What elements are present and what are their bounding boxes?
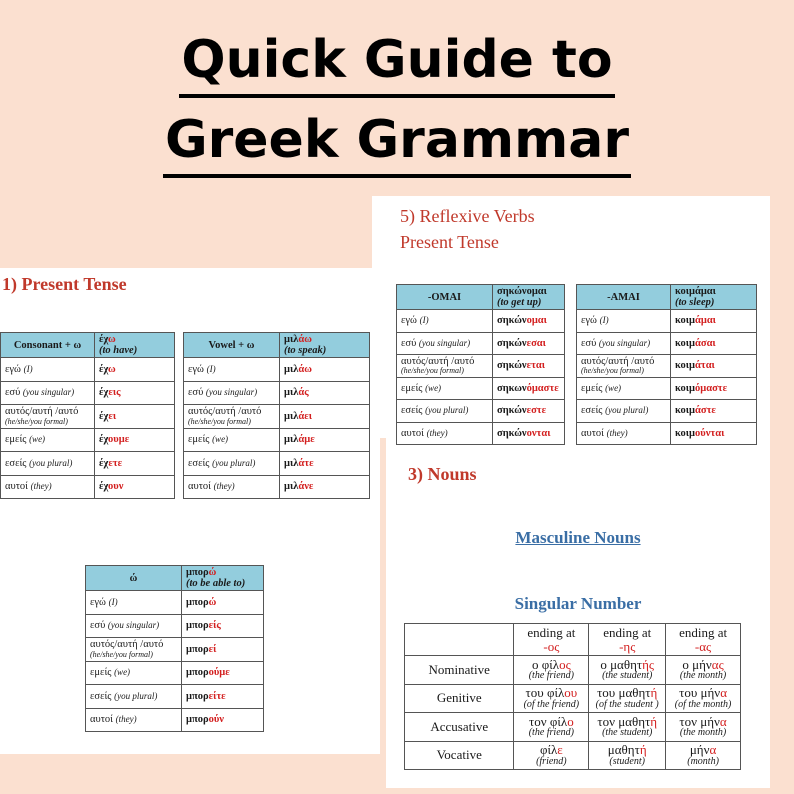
pronoun-cell: αυτοί (they) [397, 422, 493, 445]
pronoun-cell: αυτός/αυτή /αυτό (he/she/you formal) [397, 355, 493, 378]
table-row [405, 741, 741, 770]
pronoun-cell: εσείς (you plural) [86, 685, 182, 709]
conjugation-cell: μιλάω [280, 358, 370, 382]
table-row [405, 713, 741, 742]
conjugation-cell: κοιμάται [671, 355, 757, 378]
reflexive-omai-table [396, 284, 565, 445]
verb-header: σηκώνομαι (to get up) [493, 285, 565, 310]
table-row [577, 355, 757, 378]
conjugation-cell: μπορεί [182, 638, 264, 662]
present-contracted-table [85, 565, 264, 732]
pronoun-cell: αυτός/αυτή /αυτό (he/she/you formal) [86, 638, 182, 662]
nouns-header-as: ending at -ας [666, 624, 741, 656]
ending-type-header: Vowel + ω [184, 333, 280, 358]
pronoun-cell: εμείς (we) [86, 661, 182, 685]
conjugation-cell: κοιμόμαστε [671, 377, 757, 400]
pronoun-cell: εσείς (you plural) [397, 400, 493, 423]
table-row [405, 656, 741, 685]
pronoun-cell: αυτός/αυτή /αυτό (he/she/you formal) [1, 405, 95, 429]
pronoun-cell: εγώ (I) [86, 591, 182, 615]
pronoun-cell: εσείς (you plural) [184, 452, 280, 476]
table-row [184, 358, 370, 382]
pronoun-cell: εμείς (we) [577, 377, 671, 400]
table-row [397, 355, 565, 378]
pronoun-cell: εγώ (I) [577, 310, 671, 333]
singular-number-heading: Singular Number [514, 594, 642, 613]
table-row [184, 381, 370, 405]
conjugation-cell: έχεις [95, 381, 175, 405]
pronoun-cell: αυτοί (they) [577, 422, 671, 445]
table-row [1, 381, 175, 405]
table-row [397, 377, 565, 400]
table-header-row [86, 566, 264, 591]
table-row [184, 405, 370, 429]
table-header-row [1, 333, 175, 358]
table-row [86, 591, 264, 615]
conjugation-cell: μπορούν [182, 708, 264, 732]
table-row [405, 684, 741, 713]
table-row [397, 332, 565, 355]
masculine-nouns-heading: Masculine Nouns [515, 528, 641, 547]
noun-form-cell: τον φίλο (the friend) [514, 713, 589, 742]
case-label: Accusative [405, 713, 514, 742]
present-vowel-table [183, 332, 370, 499]
pronoun-cell: εγώ (I) [397, 310, 493, 333]
table-row [577, 377, 757, 400]
table-row [577, 332, 757, 355]
nouns-table [404, 623, 741, 770]
nouns-header-os: ending at -ος [514, 624, 589, 656]
table-row [86, 661, 264, 685]
present-heading: 1) Present Tense [2, 274, 127, 294]
verb-header: μιλάω (to speak) [280, 333, 370, 358]
conjugation-cell: μιλάνε [280, 475, 370, 499]
conjugation-cell: έχουν [95, 475, 175, 499]
case-label: Nominative [405, 656, 514, 685]
title-line-2: Greek Grammar [0, 114, 794, 166]
case-label: Genitive [405, 684, 514, 713]
ending-type-header: -OMAI [397, 285, 493, 310]
noun-form-cell: φίλε (friend) [514, 741, 589, 770]
noun-form-cell: τον μήνα (the month) [666, 713, 741, 742]
pronoun-cell: εγώ (I) [1, 358, 95, 382]
noun-form-cell: τον μαθητή (the student) [589, 713, 666, 742]
ending-type-header: Consonant + ω [1, 333, 95, 358]
reflexive-heading: 5) Reflexive Verbs [400, 206, 535, 226]
table-row [397, 422, 565, 445]
verb-header: μπορώ (to be able to) [182, 566, 264, 591]
pronoun-cell: αυτοί (they) [1, 475, 95, 499]
pronoun-cell: εμείς (we) [184, 428, 280, 452]
table-header-row [184, 333, 370, 358]
table-row [184, 452, 370, 476]
conjugation-cell: κοιμάσαι [671, 332, 757, 355]
pronoun-cell: αυτός/αυτή /αυτό (he/she/you formal) [577, 355, 671, 378]
table-row [1, 405, 175, 429]
conjugation-cell: κοιμούνται [671, 422, 757, 445]
nouns-header-row [405, 624, 741, 656]
table-row [397, 310, 565, 333]
table-row [577, 400, 757, 423]
noun-form-cell: του φίλου (of the friend) [514, 684, 589, 713]
noun-form-cell: του μήνα (of the month) [666, 684, 741, 713]
title-line-1: Quick Guide to [0, 34, 794, 86]
conjugation-cell: σηκώνεται [493, 355, 565, 378]
pronoun-cell: εσύ (you singular) [1, 381, 95, 405]
nouns-header-empty [405, 624, 514, 656]
conjugation-cell: κοιμάμαι [671, 310, 757, 333]
pronoun-cell: εγώ (I) [184, 358, 280, 382]
table-row [86, 638, 264, 662]
conjugation-cell: σηκώνομαι [493, 310, 565, 333]
conjugation-cell: σηκώνονται [493, 422, 565, 445]
conjugation-cell: σηκωνόμαστε [493, 377, 565, 400]
conjugation-cell: μιλάς [280, 381, 370, 405]
noun-form-cell: του μαθητή (of the student ) [589, 684, 666, 713]
pronoun-cell: αυτοί (they) [86, 708, 182, 732]
conjugation-cell: έχω [95, 358, 175, 382]
conjugation-cell: μπορούμε [182, 661, 264, 685]
table-row [397, 400, 565, 423]
conjugation-cell: έχουμε [95, 428, 175, 452]
reflexive-amai-table [576, 284, 757, 445]
conjugation-cell: μιλάτε [280, 452, 370, 476]
table-row [86, 685, 264, 709]
noun-form-cell: ο μαθητής (the student) [589, 656, 666, 685]
conjugation-cell: σηκώνεστε [493, 400, 565, 423]
pronoun-cell: εμείς (we) [1, 428, 95, 452]
table-row [184, 475, 370, 499]
pronoun-cell: εσύ (you singular) [86, 614, 182, 638]
present-consonant-table [0, 332, 175, 499]
pronoun-cell: εμείς (we) [397, 377, 493, 400]
reflexive-subheading: Present Tense [400, 232, 499, 252]
conjugation-cell: μιλάμε [280, 428, 370, 452]
pronoun-cell: εσύ (you singular) [577, 332, 671, 355]
conjugation-cell: μιλάει [280, 405, 370, 429]
ending-type-header: ώ [86, 566, 182, 591]
nouns-heading: 3) Nouns [408, 464, 477, 484]
verb-header: κοιμάμαι (to sleep) [671, 285, 757, 310]
conjugation-cell: μπορείτε [182, 685, 264, 709]
noun-form-cell: ο μήνας (the month) [666, 656, 741, 685]
table-row [1, 428, 175, 452]
table-header-row [397, 285, 565, 310]
pronoun-cell: αυτοί (they) [184, 475, 280, 499]
conjugation-cell: μπορείς [182, 614, 264, 638]
table-row [184, 428, 370, 452]
table-row [1, 452, 175, 476]
pronoun-cell: εσείς (you plural) [1, 452, 95, 476]
conjugation-cell: έχει [95, 405, 175, 429]
pronoun-cell: εσείς (you plural) [577, 400, 671, 423]
table-row [1, 358, 175, 382]
verb-header: έχω (to have) [95, 333, 175, 358]
table-row [577, 422, 757, 445]
noun-form-cell: μαθητή (student) [589, 741, 666, 770]
case-label: Vocative [405, 741, 514, 770]
conjugation-cell: μπορώ [182, 591, 264, 615]
noun-form-cell: μήνα (month) [666, 741, 741, 770]
table-row [1, 475, 175, 499]
table-row [86, 614, 264, 638]
table-row [577, 310, 757, 333]
pronoun-cell: εσύ (you singular) [184, 381, 280, 405]
table-header-row [577, 285, 757, 310]
noun-form-cell: ο φίλος (the friend) [514, 656, 589, 685]
table-row [86, 708, 264, 732]
conjugation-cell: σηκώνεσαι [493, 332, 565, 355]
nouns-header-is: ending at -ης [589, 624, 666, 656]
ending-type-header: -AMAI [577, 285, 671, 310]
pronoun-cell: εσύ (you singular) [397, 332, 493, 355]
pronoun-cell: αυτός/αυτή /αυτό (he/she/you formal) [184, 405, 280, 429]
conjugation-cell: έχετε [95, 452, 175, 476]
conjugation-cell: κοιμάστε [671, 400, 757, 423]
